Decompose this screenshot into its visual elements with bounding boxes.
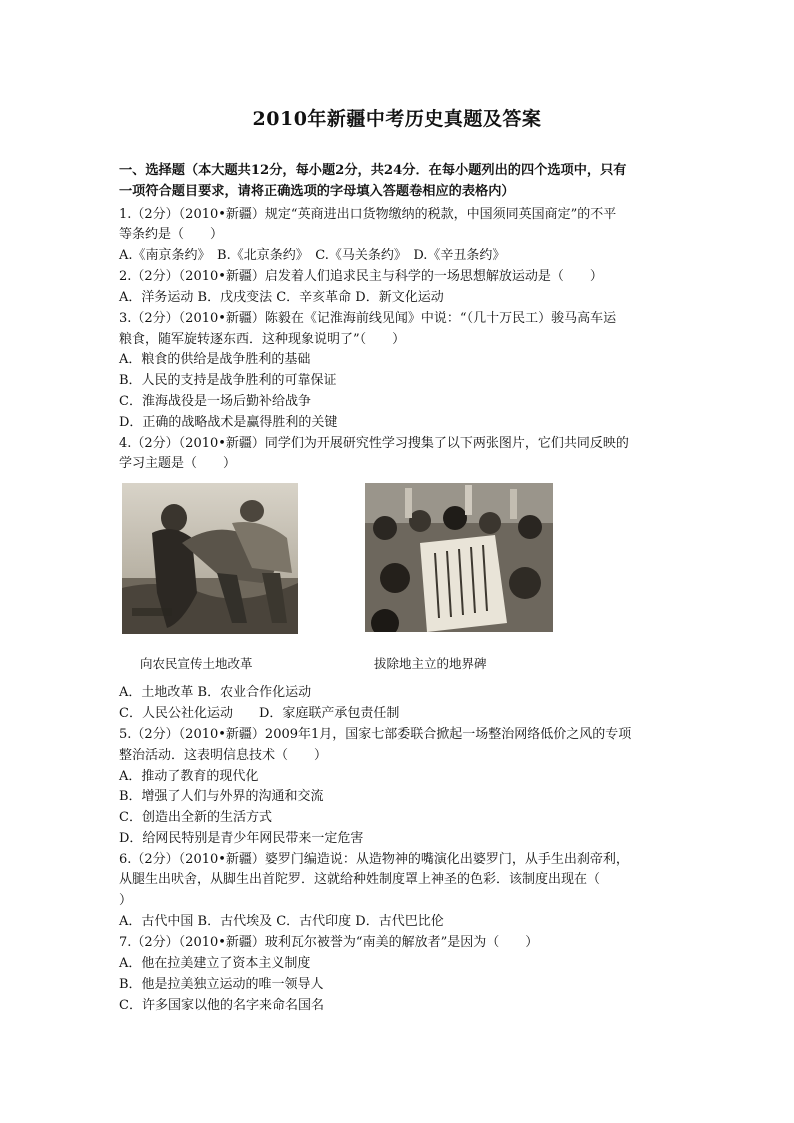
q5-stem-line-2: 整治活动．这表明信息技术（ ） bbox=[119, 748, 328, 763]
photo-land-reform-propaganda bbox=[122, 483, 298, 634]
caption-land-reform: 向农民宣传土地改革 bbox=[140, 656, 253, 671]
q3-option-b: B．人民的支持是战争胜利的可靠保证 bbox=[119, 373, 337, 388]
photo-boundary-marker-removal bbox=[365, 483, 553, 632]
q3-option-c: C．淮海战役是一场后勤补给战争 bbox=[119, 394, 311, 409]
q7-option-c: C．许多国家以他的名字来命名国名 bbox=[119, 998, 324, 1013]
q7-option-b: B．他是拉美独立运动的唯一领导人 bbox=[119, 977, 324, 992]
q6-stem-line-1: 6.（2分）（2010•新疆）婆罗门编造说：从造物神的嘴演化出婆罗门，从手生出刹帝利， bbox=[119, 852, 629, 867]
q6-stem-line-2: 从腿生出吠舍，从脚生出首陀罗．这就给种姓制度罩上神圣的色彩．该制度出现在（ bbox=[119, 872, 601, 887]
q7-option-a: A．他在拉美建立了资本主义制度 bbox=[119, 956, 311, 971]
q5-option-c: C．创造出全新的生活方式 bbox=[119, 810, 272, 825]
page-title: 2010年新疆中考历史真题及答案 bbox=[252, 108, 542, 130]
q3-stem-line-2: 粮食，随军旋转逐东西．这种现象说明了”（ ） bbox=[119, 332, 406, 347]
q4-options-line-1: A．土地改革 B．农业合作化运动 bbox=[119, 685, 312, 700]
q7-stem: 7.（2分）（2010•新疆）玻利瓦尔被誉为“南美的解放者”是因为（ ） bbox=[119, 935, 539, 950]
q5-stem-line-1: 5.（2分）（2010•新疆）2009年1月，国家七部委联合掀起一场整治网络低价之风的专项 bbox=[119, 727, 632, 742]
q4-options-line-2: C．人民公社化运动 D．家庭联产承包责任制 bbox=[119, 706, 400, 721]
q5-option-a: A．推动了教育的现代化 bbox=[119, 769, 259, 784]
photo-land-reform-illustration bbox=[122, 483, 298, 634]
q4-stem-line-2: 学习主题是（ ） bbox=[119, 456, 237, 471]
q2-stem: 2.（2分）（2010•新疆）启发着人们追求民主与科学的一场思想解放运动是（ ） bbox=[119, 269, 603, 284]
caption-boundary-marker: 拔除地主立的地界碑 bbox=[374, 656, 487, 671]
q1-stem-line-1: 1.（2分）（2010•新疆）规定“英商进出口货物缴纳的税款，中国须同英国商定”的不平 bbox=[119, 207, 617, 222]
q1-stem-line-2: 等条约是（ ） bbox=[119, 227, 224, 242]
q3-stem-line-1: 3.（2分）（2010•新疆）陈毅在《记淮海前线见闻》中说：“（几十万民工）骏马高车运 bbox=[119, 311, 617, 326]
section-heading-line-2: 一项符合题目要求，请将正确选项的字母填入答题卷相应的表格内） bbox=[119, 184, 515, 199]
q6-stem-line-3: ） bbox=[119, 893, 133, 908]
q3-option-d: D．正确的战略战术是赢得胜利的关键 bbox=[119, 415, 338, 430]
q4-stem-line-1: 4.（2分）（2010•新疆）同学们为开展研究性学习搜集了以下两张图片，它们共同反映的 bbox=[119, 436, 629, 451]
section-heading bbox=[119, 160, 679, 202]
q5-option-d: D．给网民特别是青少年网民带来一定危害 bbox=[119, 831, 364, 846]
q2-options: A．洋务运动 B．戊戌变法 C．辛亥革命 D．新文化运动 bbox=[119, 290, 444, 305]
q3-option-a: A．粮食的供给是战争胜利的基础 bbox=[119, 352, 311, 367]
section-heading-line-1: 一、选择题（本大题共12分，每小题2分，共24分．在每小题列出的四个选项中，只有 bbox=[119, 163, 627, 178]
q1-options: A.《南京条约》 B.《北京条约》 C.《马关条约》 D.《辛丑条约》 bbox=[119, 248, 506, 263]
q5-option-b: B．增强了人们与外界的沟通和交流 bbox=[119, 789, 324, 804]
q6-options: A．古代中国 B．古代埃及 C．古代印度 D．古代巴比伦 bbox=[119, 914, 444, 929]
photo-boundary-marker-illustration bbox=[365, 483, 553, 632]
